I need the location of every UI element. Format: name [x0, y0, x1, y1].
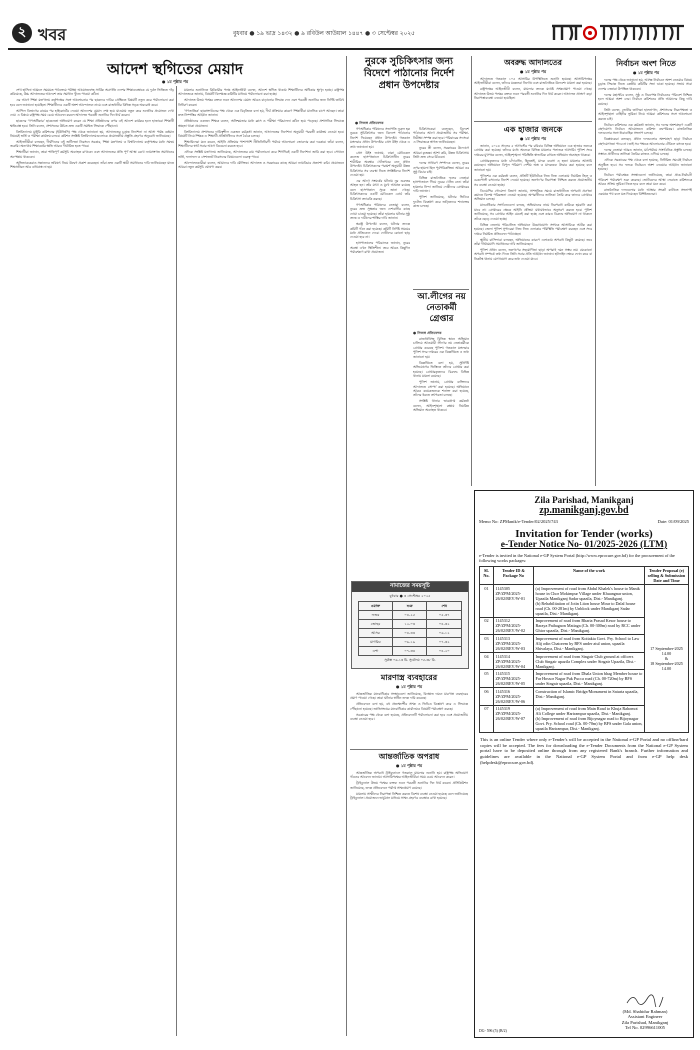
article-paragraph: রাজনৈতিক দলগুলোর মধ্যে আস্থার সংকট কাটাতে সংলাপই একমাত্র পথ বলে মত দিয়েছেন বিশিষ্টজনেরা।	[598, 187, 692, 197]
tender-cell-id: 1145305 ZP/ZPM/2025-26/02/REV/W-01	[494, 585, 534, 618]
column-divider	[471, 56, 472, 486]
tender-col-header: Name of the work	[534, 567, 645, 585]
prayer-row	[359, 629, 462, 638]
article-paragraph: মামলায় সাক্ষীদের নিরাপত্তা নিশ্চিত করতে বিশেষ ব্যবস্থা নেওয়া হয়েছে বলে জানিয়েছে ট্রাইব্যুনাল। প্রয়োজনে ভার্চুয়াল মাধ্যমে সাক্ষ্য গ্রহণের ব্যবস্থাও রাখা হয়েছে।	[350, 791, 468, 801]
tender-cell-work: (a) Improvement of road from Abdul Khalek's house to Manik house in Chor Mokimpur Village under Khuangnar union, Upazila Manikganj Sadar upazila, Dist.- Manikganj. (b) Rehabilitation of Jotin Liton house Mour to Dalal house road (Ch. 00-281m) by Unblock under Manikganj Sadar upazila, Dist.- Manikganj.	[534, 585, 645, 618]
tender-cell-sl: 01	[480, 585, 494, 618]
tender-notice	[474, 490, 694, 1038]
article-paragraph: এদিকে সরকারের পক্ষ থেকে বলা হয়েছে, নির্ধারিত সময়েই নির্বাচন অনুষ্ঠিত হবে। সব দলকে নির্বাচনে অংশ নেওয়ার আহ্বান জানানো হয়েছে।	[598, 158, 692, 172]
tender-row	[480, 585, 689, 618]
prayer-cell: এশা	[359, 647, 393, 656]
prayer-cell: ০৭-৩৩	[392, 647, 427, 656]
article-paragraph: হাসপাতালের পরিচালক জানান, নুরের অবস্থা এখন স্থিতিশীল। তবে আরও কিছুদিন পর্যবেক্ষণে রাখা প্রয়োজন।	[350, 241, 410, 255]
dateline: বুধবার ● ১৯ ভাদ্র ১৪৩২ ● ৯ রবিউল আউয়াল ১৪৪৭ ● ৩ সেপ্টেম্বর ২০২৫	[233, 31, 415, 37]
column-divider	[595, 56, 596, 486]
intl-story-headline: আন্তর্জাতিক অপরাধ	[378, 752, 440, 761]
main-story-col-1	[10, 88, 174, 1036]
story-divider	[350, 749, 468, 750]
tender-col-header: Tender ID & Package No	[494, 567, 534, 585]
tender-cell-sl: 03	[480, 635, 494, 653]
tender-cell-sl: 05	[480, 670, 494, 688]
tender-dates-cell: 17 September-2025 14.00 & 18 September-2025 14.00	[645, 585, 689, 733]
al-story-headline: আ.লীগের নয় নেতাকর্মী গ্রেপ্তার	[417, 292, 466, 324]
main-story-headline: আদেশ স্থগিতের মেয়াদ	[107, 60, 243, 78]
tender-cell-sl: 07	[480, 705, 494, 733]
court-story-col	[474, 77, 592, 119]
prayer-cell: ০৪-৩২	[427, 620, 462, 629]
prayer-cell: ০৭-৩২	[427, 638, 462, 647]
signature-office: Zila Parishad, Manikganj	[621, 1019, 669, 1025]
tender-cell-work: (a) Improvement of road from Main Road to Khuja Rahomot Ali College under Harirampur upazila, Dist.- Manikganj. (b) Improvement of road from Bijoynagar road to Bijoynagar Govt. Pry. School road (Ch. 00-70m) by BFS under Gala union, upazila Harirampur, Dist.- Manikganj.	[534, 705, 645, 733]
election-story-col	[598, 78, 692, 484]
article-paragraph: রাজধানীসহ বিভিন্ন স্থানে অভিযান চালিয়ে আওয়ামী লীগের নয় নেতাকর্মীকে গ্রেপ্তার করেছে পুলিশ। গতকাল মঙ্গলবার পুলিশ সদর দপ্তরের এক বিজ্ঞপ্তিতে এ তথ্য জানানো হয়।	[413, 337, 469, 359]
tender-cell-work: Improvement of road from Singair Club ground at officers Club Singair upazila Complex under Singair Upazila, Dist.-Manikganj.	[534, 652, 645, 670]
pm-story-reporter: ● নিজস্ব প্রতিবেদক	[355, 121, 384, 125]
article-paragraph: শিক্ষার্থীরা জানান, তারা শান্তিপূর্ণ কর্মসূচি অব্যাহত রাখবেন এবং আদালতের প্রতি পূর্ণ আস্থা রেখে ন্যায়সংগত সমাধানের অপেক্ষায় থাকবেন।	[10, 150, 174, 159]
tender-cell-work: Construction of Islamic Bridge/Monument in Saturia upazila, Dist.- Manikganj.	[534, 687, 645, 705]
tender-col-header: Tender Proposal (e) selling & Submission Date and Time	[645, 567, 689, 585]
election-story-continued: ● ১ম পৃষ্ঠার পর	[632, 70, 660, 75]
pm-story-headline: নুরকে সুচিকিৎসার জন্য বিদেশে পাঠানোর নির্দেশ প্রধান উপদেষ্টার	[363, 56, 455, 91]
article-paragraph: আদালতে গতকাল ১০৫ আসামির উপস্থিতিতে শুনানি হয়েছে। আসামিপক্ষের আইনজীবীরা বলেন, তাঁদের মক্কেলরা নির্দোষ এবং রাজনৈতিক উদ্দেশ্যে মামলা করা হয়েছে।	[474, 77, 592, 86]
prayer-cell: ০৪-২০	[427, 647, 462, 656]
article-paragraph: গণঅধিকার পরিষদের সভাপতি নুরুল হক নুরকে সুচিকিৎসার জন্য বিদেশে পাঠানোর নির্দেশ দিয়েছেন প্রধান উপদেষ্টা। গতকাল মঙ্গলবার প্রধান উপদেষ্টার প্রেস উইং থেকে এ তথ্য জানানো হয়।	[350, 127, 410, 149]
prayer-times-box	[351, 581, 469, 669]
prayer-header-cell: ওয়াক্ত	[359, 602, 393, 611]
signature-tel: Tel No. 02996611005	[625, 1025, 665, 1031]
page-header	[8, 18, 692, 52]
article-paragraph: পুলিশ জানিয়েছে, ঘটনার ভিডিও ফুটেজ বিশ্লেষণ করে জড়িতদের শনাক্তের কাজ চলছে।	[413, 195, 469, 209]
article-paragraph: আন্তর্জাতিক অপরাধ ট্রাইব্যুনালে গতকাল মামলার শুনানি হয়। রাষ্ট্রপক্ষ অভিযোগ গঠনের আবেদন জানায়। আসামিপক্ষের আইনজীবীরা সময় চেয়ে আবেদন করেন।	[350, 771, 468, 780]
prayer-title: নামাজের সময়সূচি	[352, 582, 468, 592]
article-paragraph: জানান, ২০২৪ সালের ৫ আগস্টের পর রবিবার বিভিন্ন অভিযানে এক হাজার জনকে গ্রেপ্তার করা হয়েছে। তাঁদের মধ্যে অনেকে বিভিন্ন মামলার পলাতক আসামি। পুলিশ সদর দপ্তরের মুখপাত্র বলেন, আইনশৃঙ্খলা পরিস্থিতি স্বাভাবিক রাখতে অভিযান অব্যাহত থাকবে।	[474, 144, 592, 157]
prayer-row	[359, 620, 462, 629]
article-paragraph: ডিএমপির গোয়েন্দা বিভাগ জানায়, সাম্প্রতিক সময়ে রাজধানীতে অপরাধ প্রবণতা কমাতে বিশেষ পরিকল্পনা নেওয়া হয়েছে। অপরাধীদের তালিকা তৈরি করে তাদের গ্রেপ্তারে অভিযান চলছে।	[474, 188, 592, 202]
article-paragraph: ছাত্রদের ‘গণঅধিকার’ ছাত্রনেতা অভিযোগ করেন যে শিক্ষা প্রতিষ্ঠানের ওপর এই আদেশ কার্যকর হলে হাজারো শিক্ষার্থী ক্ষতিগ্রস্ত হবে। তিনি বলেন, প্রশাসনের উচিত দ্রুত একটি সমন্বিত সিদ্ধান্তে পৌঁছানো।	[10, 119, 174, 128]
prayer-cell: মাগরিব	[359, 638, 393, 647]
tender-notice-no: e-Tender Notice No- 01/2025-2026 (LTM)	[500, 540, 668, 550]
main-story-continued: ● ১ম পৃষ্ঠার পর	[161, 79, 189, 84]
tender-intro: e-Tender is invited in the National e-GP System Portal (http://www.eprocure.gov.bd) for the procurement of the following works packages:	[479, 553, 675, 564]
election-story-headline: নির্বাচন অংশ নিতে	[616, 58, 676, 68]
article-paragraph: ট্রাইব্যুনাল উভয় পক্ষের বক্তব্য শুনে পরবর্তী শুনানির দিন ধার্য করেন। প্রসিকিউশন জানিয়েছে, তদন্ত প্রতিবেদনে পর্যাপ্ত সাক্ষ্যপ্রমাণ রয়েছে।	[350, 781, 468, 790]
tender-footer-text: This is an online Tender where only e-Tender's will be accepted in the National e-GP Portal and no offline/hard copies will be accepted. The fees for downloading the e-Tender Documents from the National e-GP System portal have to be deposited online through from any registered Bank's branch. Further information and guidelines are available in the National e-GP System Portal and from e-GP help desk (helpdesk@eprocure.gov.bd).	[480, 737, 688, 765]
article-paragraph: পুলিশের এক কর্মকর্তা বলেন, প্রতিটি ইউনিটকে নিজ নিজ এলাকায় নিয়মিত টহল ও চেকপোস্ট বসানোর নির্দেশ দেওয়া হয়েছে। জনগণের নিরাপত্তা নিশ্চিত করতে প্রয়োজনীয় সব ব্যবস্থা নেওয়া হচ্ছে।	[474, 173, 592, 187]
article-paragraph: গণঅধিকার পরিষদের নেতারা বলেন, নুরের দ্রুত সুস্থতার জন্য দেশবাসীর কাছে দোয়া চাওয়া হয়েছে। তাঁরা হামলার ঘটনার সুষ্ঠু তদন্ত ও দায়ীদের শাস্তির দাবি জানান।	[350, 202, 410, 221]
tender-cell-work: Improvement of road from Koitakia Govt. Pry. School to Law Alij odin Chatorem by BFS under atul union, upazila Shivalaya, Dist.- Manikganj.	[534, 635, 645, 653]
article-paragraph: প্রেস উইং জানায়, ঢাকা মেডিকেল কলেজ হাসপাতালে চিকিৎসাধীন নুরের শারীরিক অবস্থার খোঁজখবর নেন প্রধান উপদেষ্টা। চিকিৎসকদের পরামর্শ অনুযায়ী উন্নত চিকিৎসার সব ব্যবস্থা নিতে সংশ্লিষ্টদের নির্দেশ দেওয়া হয়।	[350, 150, 410, 178]
article-paragraph: শেখ হাসিনা আমলে সময়মত পাঠ্যক্রমে পরীক্ষা আয়োজনসহ সার্বিক অগ্রগতি দেশের শিক্ষাব্যবস্থাকে যে দুর্বল ভিত্তিতে দাঁড় করিয়েছে, উচ্চ আদালতের আদেশে তার সমাধান খুঁজে পাওয়া কঠিন।	[10, 88, 174, 97]
article-paragraph: স্বরাষ্ট্র উপদেষ্টা বলেন, ঘটনার তদন্তে কমিটি গঠন করা হয়েছে। কমিটি নির্দিষ্ট সময়ের মধ্যে প্রতিবেদন দেবে। দোষীদের কোনো ছাড় দেওয়া হবে না।	[350, 222, 410, 240]
tender-memo-row	[475, 516, 693, 524]
tender-cell-work: Improvement of road from Bharia Prasad Kesor house to Baraya Pathagaon Matiaga (Ch. 00-300m) road by RCC under Ghior upazila, Dist.- Manikganj.	[534, 617, 645, 635]
tender-cell-sl: 04	[480, 652, 494, 670]
article-paragraph: বিজ্ঞপ্তিতে বলা হয়, সুনির্দিষ্ট অভিযোগের ভিত্তিতে তাঁদের গ্রেপ্তার করা হয়েছে। গ্রেপ্তারকৃতদের বিরুদ্ধে বিভিন্ন থানায় মামলা রয়েছে।	[413, 360, 469, 379]
tender-header-row	[480, 567, 689, 585]
article-paragraph: নুরের স্ত্রী বলেন, সরকারের উদ্যোগে আমরা কৃতজ্ঞ। আশা করি, উন্নত চিকিৎসায় তিনি দ্রুত সেরে উঠবেন।	[413, 146, 469, 160]
tender-table	[479, 566, 689, 733]
tender-org: Zila Parishad, Manikganj	[534, 495, 634, 505]
prayer-header-cell: শুরু	[392, 602, 427, 611]
intl-story-continued: ● ১ম পৃষ্ঠার পর	[395, 763, 423, 768]
article-paragraph: নির্বাচন পর্যবেক্ষক সংস্থাগুলো জানিয়েছে, তারা প্রাক-নির্বাচনী পরিবেশ পর্যবেক্ষণ শুরু করেছে। ভোটারদের আস্থা ফেরাতে কমিশনকে আরও সক্রিয় ভূমিকা নিতে হবে বলে তারা মনে করে।	[598, 173, 692, 187]
article-paragraph: রাষ্ট্রপক্ষের আইনজীবী বলেন, মামলার তদন্তে যথেষ্ট সাক্ষ্যপ্রমাণ পাওয়া গেছে। আদালত উভয় পক্ষের বক্তব্য শুনে পরবর্তী শুনানির দিন ধার্য করেন। আদালত প্রাঙ্গণে কড়া নিরাপত্তাব্যবস্থা নেওয়া হয়েছিল।	[474, 87, 592, 101]
court-story-continued: ● ১ম পৃষ্ঠার পর	[519, 69, 547, 74]
prayer-footer: সূর্যাস্ত ০৬-১৩ মি. সূর্যোদয় ০৫-৩৮ মি.	[384, 658, 436, 662]
thousand-story-headline: এক হাজার জনকে	[503, 124, 563, 134]
masthead-logo	[548, 18, 688, 46]
section-label: খবর	[38, 25, 67, 44]
tender-cell-id: 1145312 ZP/ZPM/2025-26/02/REV/W-02	[494, 617, 534, 635]
article-paragraph: আদালত উভয় পক্ষের বক্তব্য শুনে আদেশের মেয়াদ আরও বাড়ানোর সিদ্ধান্ত দেন এবং পরবর্তী শুনানির জন্য নির্দিষ্ট তারিখ নির্ধারণ করেন।	[178, 98, 344, 107]
foreign-story-continued: ● ১ম পৃষ্ঠার পর	[395, 684, 423, 689]
article-paragraph: দলের নেতারা আরও জানান, মাঠপর্যায়ে সাংগঠনিক প্রস্তুতি চলছে। সম্ভাব্য প্রার্থীদের তালিকা তৈরির কাজও এগিয়ে চলছে।	[598, 147, 692, 157]
foreign-story-col	[350, 692, 468, 747]
tender-date: Date: 01/09/2025	[657, 519, 689, 524]
article-paragraph: আপিল বিভাগের রায়ের পর হাইকোর্টের দেওয়া আদেশের মেয়াদ শেষ হয়ে যাওয়ায় নতুন করে শুনানির প্রয়োজন দেখা দেয়। এ বিষয়ে রাষ্ট্রপক্ষ সময় চেয়ে আবেদন করলে আদালত পরবর্তী শুনানির দিন ধার্য করেন।	[10, 108, 174, 118]
header-rule	[8, 48, 692, 50]
prayer-row	[359, 647, 462, 656]
article-paragraph: পুলিশ প্রধান বলেন, জনগণের সহযোগিতা ছাড়া অপরাধ দমন সম্ভব নয়। যেকোনো অপরাধ সম্পর্কে তথ্য দিতে তিনি সবার প্রতি আহ্বান জানান। হটলাইন নম্বরে ফোন করে বা নিকটস্থ থানায় যোগাযোগ করে তথ্য দেওয়া যাবে।	[474, 248, 592, 261]
column-divider	[346, 56, 347, 1036]
al-story-reporter: ● নিজস্ব প্রতিবেদক	[413, 331, 442, 335]
tender-title: Invitation for Tender (works)	[515, 528, 653, 540]
article-paragraph: দলের মহাসচিব বলেন, সুষ্ঠু ও নিরপেক্ষ নির্বাচনের পরিবেশ নিশ্চিত হলে আমরা অংশ নেব। নির্বাচন কমিশনের প্রতি আমাদের কিছু দাবি রয়েছে।	[598, 92, 692, 106]
signature-scribble	[625, 993, 665, 1007]
prayer-table	[358, 601, 462, 656]
tender-memo: Memo No: ZPManik/e-Tender/02/2025/743	[479, 519, 558, 524]
al-story-col	[413, 337, 469, 573]
article-paragraph: বিশ্ববিদ্যালয় মঞ্জুরি কমিশনের (ইউজিসি) পক্ষ থেকে জানানো হয়, আদালতের চূড়ান্ত নির্দেশনা না আসা পর্যন্ত বর্তমান নিয়মেই ভর্তি ও পরীক্ষা কার্যক্রম চলবে। কমিশন সংশ্লিষ্ট বিশ্ববিদ্যালয়গুলোকে প্রয়োজনীয় প্রস্তুতি গ্রহণের অনুরোধ জানিয়েছে।	[10, 129, 174, 139]
article-paragraph: ‘গণতান্ত্রিক’ ছাত্রসংগঠনের পক্ষ থেকে এক বিবৃতিতে বলা হয়, দীর্ঘ প্রক্রিয়ার কারণে শিক্ষার্থীরা মানসিক চাপে আছেন। তারা দ্রুত নিষ্পত্তির আহ্বান জানান।	[178, 108, 344, 118]
signature-name: (Md. Shahidur Rahman)	[622, 1008, 668, 1014]
prayer-header-cell: শেষ	[427, 602, 462, 611]
article-paragraph: সরকারের পক্ষ থেকে বলা হয়েছে, প্রতিবেদনটি পর্যালোচনা করা হবে এবং প্রয়োজনীয় ব্যবস্থা নেওয়া হবে।	[350, 712, 468, 722]
prayer-cell: জোহর	[359, 620, 393, 629]
pm-story-col-1	[350, 127, 410, 585]
prayer-cell: ০৬-১২	[427, 629, 462, 638]
article-paragraph: অভিভাবকেরাও সন্তানদের ভবিষ্যৎ নিয়ে উদ্বেগ প্রকাশ করেছেন। তাঁরা দ্রুত একটি স্থায়ী সমাধানের দাবি জানিয়েছেন যাতে শিক্ষাজীবন আর বাধাগ্রস্ত না হয়।	[10, 160, 174, 170]
tender-col-header: SL No.	[480, 567, 494, 585]
article-paragraph: বিভিন্ন রাজনৈতিক দলের নেতারা হাসপাতালে গিয়ে নুরের খোঁজ নেন। তাঁরা হামলার নিন্দা জানিয়ে দোষীদের গ্রেপ্তারের দাবি জানান।	[413, 176, 469, 194]
prayer-cell: ০৪-২৫	[392, 611, 427, 620]
tender-cell-id: 1145314 ZP/ZPM/2025-26/02/REV/W-04	[494, 652, 534, 670]
signature-title: Assistant Engineer	[627, 1014, 663, 1020]
intl-story-col	[350, 771, 468, 891]
article-paragraph: নির্বাচন কমিশনের এক কর্মকর্তা জানান, সব দলের অংশগ্রহণে একটি গ্রহণযোগ্য নির্বাচন আয়োজনে কমিশন বদ্ধপরিকর। রাজনৈতিক দলগুলোর সঙ্গে ধারাবাহিক সংলাপ চলছে।	[598, 122, 692, 136]
article-paragraph: এর আগে সংঘর্ষের ঘটনায় নুর গুরুতর আহত হন। তাঁর মাথা ও মুখে আঘাত রয়েছে বলে হাসপাতাল সূত্রে জানা গেছে। চিকিৎসকদের একটি মেডিকেল বোর্ড তাঁর চিকিৎসা তদারকি করছে।	[350, 178, 410, 201]
article-paragraph: মামলার শুনানিতে রিটকারীর পক্ষে আইনজীবী বলেন, আদেশ স্থগিত থাকায় শিক্ষার্থীদের অধিকার ক্ষুণ্ন হচ্ছে। রাষ্ট্রপক্ষ আদালতকে জানায়, বিষয়টি বিশেষজ্ঞ কমিটির মাধ্যমে পর্যালোচনা করা হচ্ছে।	[178, 88, 344, 97]
article-paragraph: এদিকে সংশ্লিষ্ট মন্ত্রণালয় জানিয়েছে, আদালতের রায় পর্যালোচনা করে শিগগিরই একটি নির্দেশনা জারি করা হবে। সেখানে ভর্তি, ফলাফল ও সেশনজট নিরসনের বিষয়গুলো গুরুত্ব পাবে।	[178, 150, 344, 159]
tender-signature	[603, 993, 687, 1031]
article-paragraph: মানবাধিকার সংগঠনগুলো বলছে, অভিযানের নামে নিরপরাধ কাউকে হয়রানি করা যাবে না। গ্রেপ্তারের ক্ষেত্রে আইনি প্রক্রিয়া যথাযথভাবে অনুসরণ করতে হবে। পুলিশ জানিয়েছে, সব গ্রেপ্তার আইন মেনেই করা হচ্ছে এবং কারও বিরুদ্ধে অভিযোগ না থাকলে তাঁকে ছেড়ে দেওয়া হচ্ছে।	[474, 203, 592, 221]
article-paragraph: বিভিন্ন জেলায় পরিচালিত অভিযানে উল্লেখযোগ্য সংখ্যক আসামিকে আটক করা হয়েছে। জেলা পুলিশ সুপারেরা নিজ নিজ এলাকার পরিস্থিতি পর্যবেক্ষণ করছেন এবং সদর দপ্তরে নিয়মিত প্রতিবেদন পাঠাচ্ছেন।	[474, 222, 592, 236]
article-paragraph: দলের সাধারণ সম্পাদক বলেন, নুরের ওপর হামলা ছিল পূর্বপরিকল্পিত। আমরা এর সুষ্ঠু বিচার চাই।	[413, 161, 469, 175]
article-paragraph: এর আগে শিক্ষা মন্ত্রণালয় কর্তৃপক্ষের সঙ্গে আলোচনার পর ছাত্রদের দাবির প্রেক্ষিতে বিষয়টি নতুন করে পর্যালোচনা করা হবে বলে জানানো হয়েছিল। শিক্ষার্থীদের একটি অংশ আন্দোলনে নামে এবং রাজধানীর বিভিন্ন সড়ক অবরোধ করে।	[10, 98, 174, 107]
foreign-story-headline: মারণাস্ত্র ব্যবহারের	[380, 672, 438, 682]
thousand-story-col	[474, 144, 592, 484]
article-paragraph: প্রতিষ্ঠানের একজন শিক্ষক বলেন, অনিশ্চয়তার মধ্যে ক্লাস ও পরীক্ষা পরিচালনা কঠিন হয়ে পড়েছে। প্রশাসনিক সিদ্ধান্তে স্বচ্ছতা থাকা প্রয়োজন।	[178, 119, 344, 128]
article-paragraph: চিকিৎসকেরা বলেছেন, বিদেশে পাঠানোর আগে প্রয়োজনীয় সব পরীক্ষা-নিরীক্ষা সম্পন্ন করা হবে। পরিবারের সদস্যরা এ সিদ্ধান্তকে স্বাগত জানিয়েছেন।	[413, 127, 469, 145]
prayer-cell: ০৬-১৯	[392, 638, 427, 647]
thousand-story-continued: ● ১ম পৃষ্ঠার পর	[519, 136, 547, 141]
article-paragraph: স্থানীয় বাসিন্দারা বলছেন, অভিযানের কারণে এলাকায় অপরাধ কিছুটা কমেছে। তবে তাঁরা দীর্ঘমেয়াদি সমাধানের দাবি জানিয়েছেন।	[474, 237, 592, 247]
article-paragraph: বিশ্ববিদ্যালয় প্রশাসনের দায়িত্বশীল একজন কর্মকর্তা জানান, আদালতের নির্দেশনা অনুযায়ী পরবর্তী কার্যক্রম নেওয়া হবে। বিষয়টি নিয়ে শিক্ষক ও শিক্ষার্থী প্রতিনিধিদের সঙ্গে বৈঠক চলছে।	[178, 129, 344, 139]
tender-cell-id: 1145316 ZP/ZPM/2025-26/02/REV/W-06	[494, 687, 534, 705]
tender-cell-sl: 02	[480, 617, 494, 635]
prayer-row	[359, 611, 462, 620]
tender-cell-id: 1145315 ZP/ZPM/2025-26/02/REV/W-05	[494, 670, 534, 688]
pm-story-col-2	[413, 127, 469, 287]
column-divider	[176, 86, 177, 1036]
masthead-logo-graphic	[548, 18, 688, 46]
tender-rows	[480, 585, 689, 733]
prayer-date: বুধবার ● ৩ সেপ্টেম্বর ২০২৫	[389, 594, 431, 598]
article-paragraph: দলের পক্ষ থেকে জানানো হয়, আসন্ন নির্বাচনে অংশ নেওয়ার বিষয়ে চূড়ান্ত সিদ্ধান্ত নিতে কেন্দ্রীয় কমিটির সভা ডাকা হয়েছে। সভায় সারা দেশের নেতারা উপস্থিত থাকবেন।	[598, 78, 692, 91]
article-paragraph: প্রতিবেদনে বলা হয়, বহু প্রত্যক্ষদর্শীর সাক্ষ্য ও ভিডিও বিশ্লেষণ করে এ সিদ্ধান্তে পৌঁছানো হয়েছে। জাতিসংঘের মানবাধিকার কার্যালয়ও বিষয়টি পর্যবেক্ষণ করছে।	[350, 702, 468, 711]
article-paragraph: আন্তর্জাতিক মানবাধিকার সংস্থাগুলো জানিয়েছে, বিক্ষোভ দমনে মারণাস্ত্র ব্যবহারের প্রমাণ পাওয়া গেছে। তারা ঘটনার স্বাধীন তদন্ত দাবি করেছে।	[350, 692, 468, 701]
article-paragraph: আইনজীবীরা বলছেন, দীর্ঘদিনের এই জটিলতা নিরসনে সরকার, শিক্ষা মন্ত্রণালয় ও বিশ্ববিদ্যালয় কর্তৃপক্ষের মধ্যে সমন্বয় জরুরি। অন্যথায় শিক্ষাবর্ষের ক্ষতি আরও দীর্ঘায়িত হতে পারে।	[10, 140, 174, 149]
prayer-cell: ০৪-৩৩	[392, 629, 427, 638]
article-paragraph: বিশ্লেষকেরা বলছেন, প্রধান দলগুলোর অংশগ্রহণ ছাড়া নির্বাচন গ্রহণযোগ্যতা পাবে না। তাই সব পক্ষকে আলোচনার টেবিলে বসতে হবে।	[598, 137, 692, 146]
prayer-cell: ০৫-৩৭	[427, 611, 462, 620]
tender-gd-code: DG- 596 (5) (B/2)	[479, 1029, 507, 1033]
prayer-cell: ফজর	[359, 611, 393, 620]
article-paragraph: গ্রেপ্তারকৃতদের মধ্যে চাঁদাবাজি, ছিনতাই, মাদক ব্যবসা ও হত্যা মামলার আসামি রয়েছেন। অভিযানে বিপুল পরিমাণ দেশীয় অস্ত্র ও মাদকদ্রব্য উদ্ধার করা হয়েছে বলে জানানো হয়।	[474, 158, 592, 172]
prayer-cell: ১২-০৩	[392, 620, 427, 629]
tender-website: zp.manikganj.gov.bd	[539, 505, 629, 516]
tender-cell-id: 1145313 ZP/ZPM/2025-26/02/REV/W-03	[494, 635, 534, 653]
tender-cell-work: Improvement of road from Dhala Union bhag Member house to Far Hossor Nagar Puk Pucca road (Ch. 00-720m) by BFS under Singair upazila, Dist.- Manikganj.	[534, 670, 645, 688]
article-paragraph: পুলিশ জানায়, গ্রেপ্তার ব্যক্তিদের আদালতে সোপর্দ করা হয়েছে। অভিযানে আরও কয়েকজনকে শনাক্ত করা হয়েছে, তাঁদের ধরতে তৎপরতা চলছে।	[413, 380, 469, 398]
story-divider	[413, 289, 469, 290]
tender-cell-sl: 06	[480, 687, 494, 705]
prayer-row	[359, 638, 462, 647]
article-paragraph: শিক্ষাবিদেরা মনে করেন, আইনি প্রক্রিয়ার পাশাপাশি নীতিনির্ধারণী পর্যায়ে আলোচনা জোরদার করা দরকার। তাঁরা বলেন, শিক্ষার্থীদের স্বার্থ সবার আগে বিবেচনা করতে হবে।	[178, 140, 344, 149]
tender-cell-id: 1145319 ZP/ZPM/2025-26/02/REV/W-07	[494, 705, 534, 733]
prayer-header-row	[359, 602, 462, 611]
court-story-headline: অবরুদ্ধ আদালতের	[504, 58, 562, 67]
main-story-col-2	[178, 88, 344, 1036]
article-paragraph: আন্দোলনকারীরা বলেন, আমাদের দাবি যৌক্তিক। আদালত ও সরকারের কাছে আমরা ন্যায়বিচার প্রত্যাশা করি। প্রয়োজনে আমরা নতুন কর্মসূচি ঘোষণা করব।	[178, 160, 344, 170]
story-divider	[474, 121, 592, 122]
prayer-cell: আসর	[359, 629, 393, 638]
article-paragraph: তিনি বলেন, ভোটার তালিকা হালনাগাদ, প্রশাসনের নিরপেক্ষতা ও আইনশৃঙ্খলা বাহিনীর ভূমিকা নিয়ে আমরা কমিশনের সঙ্গে আলোচনা করতে চাই।	[598, 107, 692, 121]
article-paragraph: সংশ্লিষ্ট থানার ভারপ্রাপ্ত কর্মকর্তা বলেন, আইনশৃঙ্খলা রক্ষায় নিয়মিত অভিযান অব্যাহত থাকবে।	[413, 399, 469, 413]
page-number-badge: ২	[12, 23, 32, 43]
